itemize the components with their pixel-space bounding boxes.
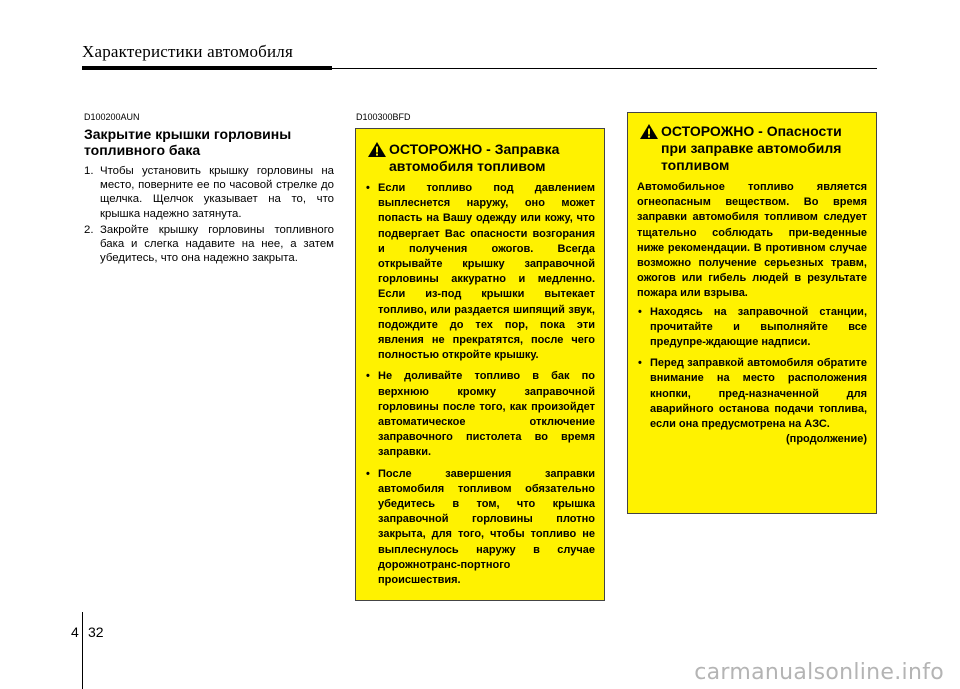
watermark-text: carmanualsonline.info: [694, 660, 944, 685]
section-code-middle: D100300BFD: [356, 112, 411, 122]
warning-box-hazards: [627, 112, 877, 514]
chapter-number: 4: [71, 624, 79, 640]
header-rule-thin: [332, 68, 877, 69]
warning-bullet: • Не доливайте топливо в бак по верхнюю кромку заправочной горловины после того, как произойдет автоматическое отключение заправочного пистолета во время заправки.: [365, 369, 595, 460]
warning-bullets: [637, 305, 867, 433]
warning-bullet: • Если топливо под давлением выплеснется наружу, оно может попасть на Вашу одежду или кожу, что подвергает Вас опасности возгорания и получения ожогов. Всегда открывайте крышку заправочной горловины аккуратно и медленно. Если из-под крышки вытекает топливо, или раздается шипящий звук, подождите до тех пор, пока эти явления не прекратятся, после чего полностью откройте крышку.: [365, 181, 595, 363]
step-text: Чтобы установить крышку горловины на место, поверните ее по часовой стрелке до щелчка. Щелчок указывает на то, что крышка надежно затянута.: [100, 165, 334, 220]
section-heading: Закрытие крышки горловины топливного бака: [84, 126, 292, 158]
warning-title: [365, 141, 595, 175]
warning-intro: Автомобильное топливо является огнеопасным веществом. Во время заправки автомобиля топливом следует тщательно соблюдать при-веденные ниже рекомендации. В противном случае возможно получение серьезных травм, ожогов или гибель людей в результате пожара или взрыва.: [637, 181, 867, 300]
step-number: 2.: [84, 223, 94, 236]
warning-bullet: • Перед заправкой автомобиля обратите внимание на место расположения кнопки, пред-назначенной для аварийного останова подачи топлива, если она предусмотрена на АЗС.: [637, 356, 867, 432]
warning-box-refueling: [355, 128, 605, 601]
warning-triangle-icon: [367, 141, 387, 158]
warning-title: [637, 123, 867, 174]
continued-label: (продолжение): [786, 433, 867, 446]
warning-title-text: ОСТОРОЖНО - Опасности при заправке автомобиля топливом: [661, 123, 842, 173]
step-number: 1.: [84, 165, 94, 177]
warning-title-text: ОСТОРОЖНО - Заправка автомобиля топливом: [389, 141, 560, 174]
step-item: [84, 164, 334, 221]
instruction-steps: [84, 164, 334, 267]
warning-bullet: • После завершения заправки автомобиля топливом обязательно убедитесь в том, что крышка заправочной горловины плотно закрыта, для того, чтобы топливо не выплеснулось наружу в случае дорожнотранс-портного происшествия.: [365, 467, 595, 589]
step-item: [84, 223, 334, 266]
warning-bullet: • Находясь на заправочной станции, прочитайте и выполняйте все предупре-ждающие надписи.: [637, 305, 867, 351]
page-number: 32: [88, 624, 104, 640]
warning-triangle-icon: [639, 123, 659, 140]
page-footer-rule: [82, 612, 83, 689]
page-header-title: Характеристики автомобиля: [82, 42, 293, 61]
warning-bullets: [365, 181, 595, 588]
header-rule-thick: [82, 66, 332, 70]
section-code-left: D100200AUN: [84, 112, 140, 122]
step-text: Закройте крышку горловины топливного бака и слегка надавите на нее, а затем убедитесь, что она надежно закрыта.: [100, 223, 334, 265]
